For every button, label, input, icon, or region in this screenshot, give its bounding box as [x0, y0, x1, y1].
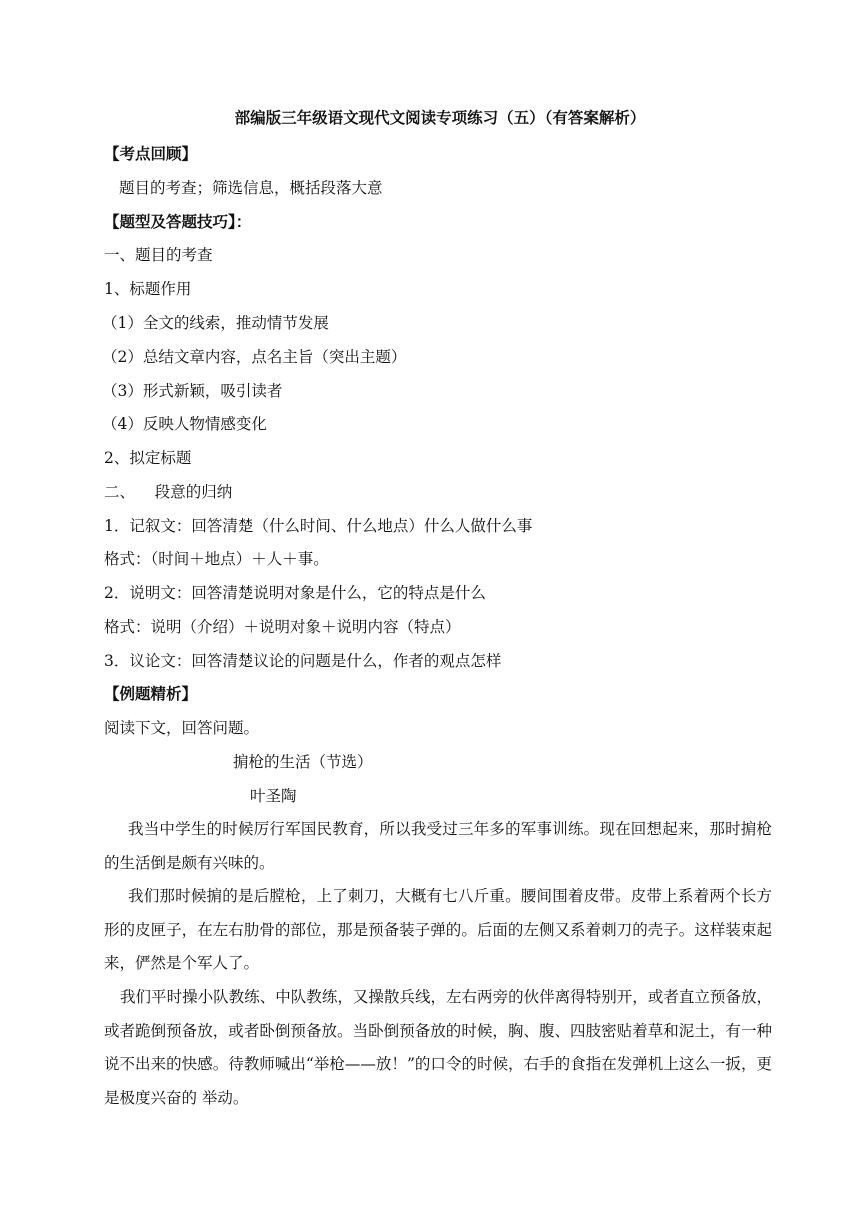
article-paragraph-1: 我当中学生的时候厉行军国民教育，所以我受过三年多的军事训练。现在回想起来，那时掮枪的生活倒是颇有兴味的。: [104, 820, 772, 872]
list-item: （4）反映人物情感变化: [102, 415, 267, 433]
numbered-item: 1．记叙文：回答清楚（什么时间、什么地点）什么人做什么事: [104, 517, 533, 535]
numbered-item: 2．说明文：回答清楚说明对象是什么，它的特点是什么: [104, 584, 486, 602]
example-heading: 【例题精析】: [104, 684, 198, 703]
format-line: 格式：说明（介绍）＋说明对象＋说明内容（特点）: [104, 618, 461, 636]
article-paragraph-2: 我们那时候掮的是后膛枪，上了刺刀，大概有七八斤重。腰间围着皮带。皮带上系着两个长方形的皮匣子，在左右肋骨的部位，那是预备装子弹的。后面的左侧又系着刺刀的壳子。这样装束起来，俨然是个军人了。: [104, 887, 772, 972]
list-item: （1）全文的线索，推动情节发展: [102, 314, 329, 332]
section-2-heading: 二、 段意的归纳: [104, 483, 233, 501]
review-text: 题目的考查；筛选信息，概括段落大意: [119, 179, 383, 197]
section-1-heading: 一、题目的考查: [104, 246, 213, 264]
section-1-1-heading: 1、标题作用: [104, 280, 192, 298]
format-line: 格式：（时间＋地点）＋人＋事。: [104, 550, 329, 568]
document-title: 部编版三年级语文现代文阅读专项练习（五）（有答案解析）: [234, 108, 646, 127]
numbered-item: 3．议论文：回答清楚议论的问题是什么，作者的观点怎样: [104, 652, 502, 670]
list-item: （3）形式新颖，吸引读者: [102, 382, 283, 400]
article-paragraph-3: 我们平时操小队教练、中队教练，又操散兵线，左右两旁的伙伴离得特别开，或者直立预备放，或者跪倒预备放，或者卧倒预备放。当卧倒预备放的时候，胸、腹、四肢密贴着草和泥土，有一种说不出来的快感。待教师喊出“举枪——放！”的口令的时候，右手的食指在发弹机上这么一扳，更是极度兴奋的 举动。: [104, 988, 772, 1107]
review-heading: 【考点回顾】: [104, 144, 198, 163]
article-title: 掮枪的生活（节选）: [233, 753, 373, 771]
article-author: 叶圣陶: [250, 787, 297, 805]
instruction-text: 阅读下文，回答问题。: [104, 719, 260, 737]
list-item: （2）总结文章内容，点名主旨（突出主题）: [102, 348, 407, 366]
tips-heading: 【题型及答题技巧】：: [104, 212, 252, 231]
section-1-2-heading: 2、拟定标题: [104, 449, 192, 467]
